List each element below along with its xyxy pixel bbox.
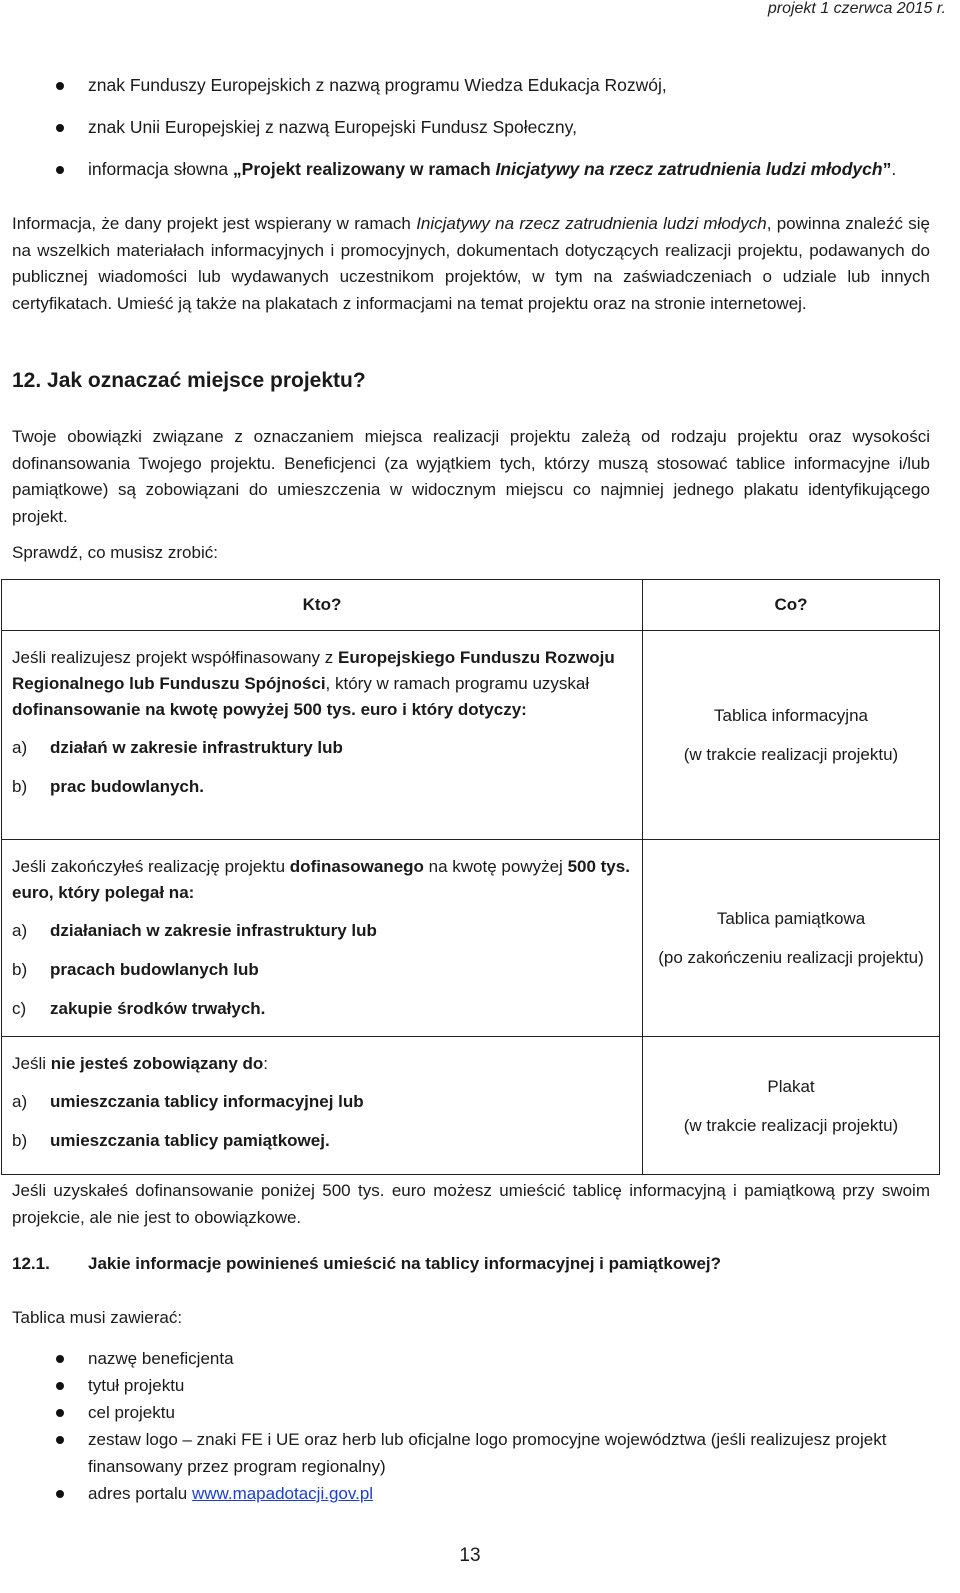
table-header-row (2, 580, 940, 631)
who-cell: Jeśli nie jesteś zobowiązany do: a) umieszczania tablicy informacyjnej lub b) umieszczania tablicy pamiątkowej. (2, 1037, 643, 1175)
below-table-note: Jeśli uzyskałeś dofinansowanie poniżej 500 tys. euro możesz umieścić tablicę informacyjną i pamiątkową przy swoim projekcie, ale nie jest to obowiązkowe. (12, 1181, 930, 1227)
bullet-icon (56, 1436, 64, 1444)
what-cell (643, 1037, 940, 1175)
list-item-text: informacja słowna (88, 159, 233, 179)
list-item: b) prac budowlanych. (12, 777, 204, 796)
bullet-icon (56, 166, 64, 174)
list-item-bold: „Projekt realizowany w ramach (232, 159, 496, 179)
list-item: c) zakupie środków trwałych. (12, 999, 266, 1018)
sign-timing: (w trakcie realizacji projektu) (683, 745, 899, 764)
section-heading-12: 12. Jak oznaczać miejsce projektu? (12, 369, 366, 392)
bullet-icon (56, 1382, 64, 1390)
closing-quote: ” (882, 159, 892, 179)
list-item (0, 114, 930, 141)
who-cell: Jeśli realizujesz projekt współfinasowany z Europejskiego Funduszu Rozwoju Regionalnego lub Funduszu Spójności, który w ramach programu uzyskał dofinansowanie na kwotę powyżej 500 tys. euro i który dotyczy: a) działań w zakresie infrastruktury lub b) prac budowlanych. (2, 631, 643, 840)
list-item: a) działań w zakresie infrastruktury lub (12, 738, 343, 757)
list-item: b) pracach budowlanych lub (12, 960, 259, 979)
list-item: adres portalu www.mapadotacji.gov.pl (0, 1480, 930, 1507)
list-item: b) umieszczania tablicy pamiątkowej. (12, 1131, 330, 1150)
bullet-icon (56, 1490, 64, 1498)
list-item: nazwę beneficjenta (0, 1345, 930, 1372)
obligations-table (1, 579, 940, 1175)
col-header-who: Kto? (2, 580, 643, 631)
table-row (2, 840, 940, 1037)
bullet-icon (56, 1409, 64, 1417)
header-note: projekt 1 czerwca 2015 r. (767, 0, 946, 17)
what-cell (643, 631, 940, 840)
sign-type: Tablica informacyjna (713, 706, 868, 725)
who-cell: Jeśli zakończyłeś realizację projektu dofinasowanego na kwotę powyżej 500 tys. euro, który polegał na: a) działaniach w zakresie infrastruktury lub b) pracach budowlanych lub c) zakupie środków trwałych. (2, 840, 643, 1037)
info-paragraph: Informacja, że dany projekt jest wspierany w ramach Inicjatywy na rzecz zatrudnienia ludzi młodych, powinna znaleźć się na wszelkich materiałach informacyjnych i promocyjnych, dokumentach dotyczących realizacji projektu, podawanych do publicznej wiadomości lub wydawanych uczestnikom projektów, w tym na zaświadczeniach o udziale lub innych certyfikatach. Umieść ją także na plakatach z informacjami na temat projektu oraz na stronie internetowej. (12, 214, 931, 313)
list-item: a) umieszczania tablicy informacyjnej lub (12, 1092, 364, 1111)
board-intro: Tablica musi zawierać: (12, 1308, 183, 1327)
portal-link[interactable]: www.mapadotacji.gov.pl (191, 1484, 374, 1503)
list-item: tytuł projektu (0, 1372, 930, 1399)
list-item (0, 156, 930, 183)
list-item-bold-italic: Inicjatywy na rzecz zatrudnienia ludzi młodych (495, 159, 883, 179)
bullet-icon (56, 124, 64, 132)
section-12-paragraph: Twoje obowiązki związane z oznaczaniem miejsca realizacji projektu zależą od rodzaju projektu oraz wysokości dofinansowania Twojego projektu. Beneficjenci (za wyjątkiem tych, którzy muszą stosować tablice informacyjne i/lub pamiątkowe) są zobowiązani do umieszczenia w widocznym miejscu co najmniej jednego plakatu identyfikującego projekt. (12, 427, 930, 526)
col-header-what: Co? (643, 580, 940, 631)
table-row (2, 631, 940, 840)
bullet-icon (56, 1355, 64, 1363)
list-item-end: . (891, 159, 897, 179)
board-contents-list (0, 1345, 930, 1507)
list-item-text: znak Funduszy Europejskich z nazwą programu Wiedza Edukacja Rozwój, (88, 75, 667, 95)
what-cell (643, 840, 940, 1037)
sign-type: Tablica pamiątkowa (716, 909, 866, 928)
sign-timing: (po zakończeniu realizacji projektu) (658, 948, 924, 967)
section-heading-12-1: 12.1. Jakie informacje powinieneś umieścić na tablicy informacyjnej i pamiątkowej? (12, 1254, 722, 1273)
page-number: 13 (459, 1545, 481, 1566)
list-item-text: znak Unii Europejskiej z nazwą Europejski Fundusz Społeczny, (88, 117, 577, 137)
list-item: zestaw logo – znaki FE i UE oraz herb lub oficjalne logo promocyjne województwa (jeśli realizujesz projekt finansowany przez program regionalny) (0, 1426, 930, 1480)
logo-requirements-list (0, 72, 930, 198)
table-row (2, 1037, 940, 1175)
check-label: Sprawdź, co musisz zrobić: (12, 543, 218, 562)
sign-type: Plakat (767, 1076, 815, 1096)
bullet-icon (56, 82, 64, 90)
list-item (0, 72, 930, 99)
list-item: cel projektu (0, 1399, 930, 1426)
sign-timing: (w trakcie realizacji projektu) (683, 1115, 899, 1135)
list-item: a) działaniach w zakresie infrastruktury lub (12, 921, 377, 940)
